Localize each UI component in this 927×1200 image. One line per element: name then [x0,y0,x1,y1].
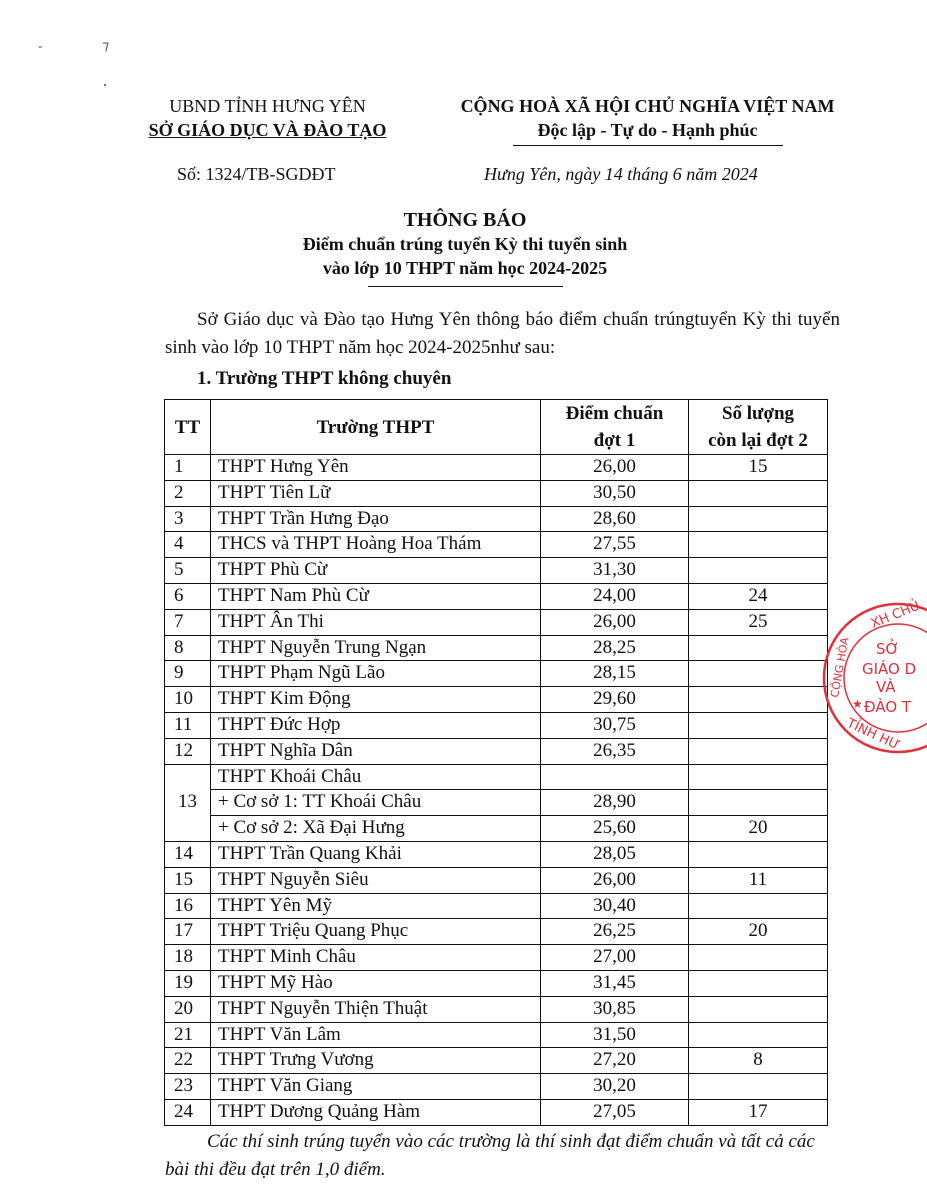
school-cell: THPT Triệu Quang Phục [211,919,541,945]
remaining-cell: 24 [689,583,828,609]
remaining-cell [689,712,828,738]
admission-scores-table [164,399,828,1126]
remaining-cell [689,893,828,919]
school-cell: + Cơ sở 2: Xã Đại Hưng [211,816,541,842]
school-cell: THPT Tiên Lữ [211,480,541,506]
tt-cell: 19 [165,970,211,996]
remaining-cell: 20 [689,816,828,842]
score-cell: 28,60 [541,506,689,532]
score-cell: 28,25 [541,635,689,661]
score-cell: 27,00 [541,945,689,971]
tt-cell: 8 [165,635,211,661]
tt-cell: 16 [165,893,211,919]
intro-paragraph: Sở Giáo dục và Đào tạo Hưng Yên thông báo điểm chuẩn trúngtuyển Kỳ thi tuyển sinh vào lớp 10 THPT năm học 2024-2025như sau: [165,309,840,358]
table-row [165,841,828,867]
official-seal [818,598,927,758]
section-title: 1. Trường THPT không chuyên [197,368,452,389]
tt-cell: 14 [165,841,211,867]
school-cell: THPT Dương Quảng Hàm [211,1099,541,1125]
tt-cell: 7 [165,609,211,635]
remaining-cell [689,687,828,713]
tt-cell: 2 [165,480,211,506]
school-cell: THPT Phạm Ngũ Lão [211,661,541,687]
school-cell: THPT Yên Mỹ [211,893,541,919]
remaining-cell [689,738,828,764]
table-row [165,558,828,584]
title-line-3: vào lớp 10 THPT năm học 2024-2025 [322,258,608,278]
tt-cell: 10 [165,687,211,713]
tt-cell: 5 [165,558,211,584]
tt-cell: 11 [165,712,211,738]
table-row [165,506,828,532]
document-title [250,208,680,287]
table-row [165,1022,828,1048]
remaining-cell [689,996,828,1022]
remaining-cell [689,945,828,971]
score-cell: 26,00 [541,609,689,635]
table-row [165,1048,828,1074]
remaining-cell [689,1022,828,1048]
header-remaining-line1: Số lượng [721,403,795,424]
remaining-cell [689,480,828,506]
seal-ring-left: CỘNG HÒA [828,636,852,699]
table-row [165,738,828,764]
school-cell: + Cơ sở 1: TT Khoái Châu [211,790,541,816]
score-cell: 29,60 [541,687,689,713]
table-row [165,919,828,945]
seal-ring-top: XH CHỦ [868,598,922,632]
score-cell: 31,50 [541,1022,689,1048]
tt-cell: 20 [165,996,211,1022]
remaining-cell [689,970,828,996]
tt-cell: 15 [165,867,211,893]
title-underline [368,286,563,287]
score-cell [541,764,689,790]
tt-cell: 4 [165,532,211,558]
table-row [165,455,828,481]
scan-dot [104,84,106,86]
remaining-cell [689,532,828,558]
score-cell: 26,35 [541,738,689,764]
score-cell: 30,75 [541,712,689,738]
school-cell: THPT Văn Giang [211,1074,541,1100]
remaining-cell [689,661,828,687]
table-row [165,816,828,842]
score-cell: 26,25 [541,919,689,945]
school-cell: THPT Trần Quang Khải [211,841,541,867]
table-row [165,867,828,893]
school-cell: THPT Ân Thi [211,609,541,635]
tt-cell: 24 [165,1099,211,1125]
footnote: Các thí sinh trúng tuyển vào các trường là thí sinh đạt điểm chuẩn và tất cả các bài thi đều đạt trên 1,0 điểm. [165,1131,815,1180]
table-row [165,893,828,919]
header-tt: TT [165,400,211,455]
header-left [140,94,395,142]
school-cell: THPT Đức Hợp [211,712,541,738]
department-name: SỞ GIÁO DỤC VÀ ĐÀO TẠO [148,120,387,140]
table-row [165,583,828,609]
score-cell: 25,60 [541,816,689,842]
score-cell: 28,90 [541,790,689,816]
score-cell: 26,00 [541,867,689,893]
school-cell: THPT Kim Động [211,687,541,713]
header-score-line2: đợt 1 [593,430,636,451]
seal-center-2: GIÁO D [862,660,917,678]
table-header-row [165,400,828,455]
header-remaining-line2: còn lại đợt 2 [708,430,808,451]
school-cell: THPT Trần Hưng Đạo [211,506,541,532]
score-cell: 28,05 [541,841,689,867]
remaining-cell [689,558,828,584]
agency-name: UBND TỈNH HƯNG YÊN [169,96,366,116]
school-cell: THPT Khoái Châu [211,764,541,790]
seal-ring-bottom: TỈNH HƯ [844,716,902,754]
place-date: Hưng Yên, ngày 14 tháng 6 năm 2024 [484,164,758,184]
score-cell: 27,05 [541,1099,689,1125]
motto-underline [513,145,783,146]
school-cell: THPT Phù Cừ [211,558,541,584]
school-cell: THCS và THPT Hoàng Hoa Thám [211,532,541,558]
school-cell: THPT Minh Châu [211,945,541,971]
header-remaining [689,400,828,455]
score-cell: 30,85 [541,996,689,1022]
remaining-cell: 11 [689,867,828,893]
tt-cell: 12 [165,738,211,764]
tt-cell: 3 [165,506,211,532]
school-cell: THPT Nguyễn Thiện Thuật [211,996,541,1022]
title-line-1: THÔNG BÁO [403,209,527,231]
score-cell: 31,30 [541,558,689,584]
table-row [165,970,828,996]
tt-cell: 6 [165,583,211,609]
tt-cell: 18 [165,945,211,971]
table-row [165,635,828,661]
table-row [165,480,828,506]
remaining-cell [689,506,828,532]
score-cell: 31,45 [541,970,689,996]
tt-cell: 23 [165,1074,211,1100]
table-row [165,532,828,558]
seal-center-1: SỞ [876,640,900,658]
document-number: Số: 1324/TB-SGDĐT [177,164,336,184]
school-cell: THPT Trưng Vương [211,1048,541,1074]
header-score-line1: Điểm chuẩn [565,403,664,424]
school-cell: THPT Nam Phù Cừ [211,583,541,609]
table-row [165,1074,828,1100]
seal-star-icon: ★ [852,697,863,711]
score-cell: 27,55 [541,532,689,558]
score-cell: 24,00 [541,583,689,609]
tt-cell: 22 [165,1048,211,1074]
table-row [165,712,828,738]
tt-cell: 17 [165,919,211,945]
table-row [165,1099,828,1125]
seal-center-3: VÀ [876,678,896,696]
score-cell: 30,50 [541,480,689,506]
score-cell: 27,20 [541,1048,689,1074]
title-line-2: Điểm chuẩn trúng tuyển Kỳ thi tuyển sinh [302,234,628,254]
table-row [165,945,828,971]
scan-marks: - ⁊ [38,39,138,54]
score-cell: 30,20 [541,1074,689,1100]
remaining-cell [689,790,828,816]
remaining-cell: 15 [689,455,828,481]
remaining-cell [689,764,828,790]
school-cell: THPT Nghĩa Dân [211,738,541,764]
school-cell: THPT Nguyễn Trung Ngạn [211,635,541,661]
table-row [165,996,828,1022]
tt-cell: 1 [165,455,211,481]
score-cell: 26,00 [541,455,689,481]
remaining-cell [689,635,828,661]
remaining-cell: 25 [689,609,828,635]
remaining-cell: 17 [689,1099,828,1125]
score-cell: 30,40 [541,893,689,919]
table-row [165,661,828,687]
remaining-cell: 8 [689,1048,828,1074]
table-row [165,790,828,816]
score-cell: 28,15 [541,661,689,687]
table-row [165,687,828,713]
country-name: CỘNG HOÀ XÃ HỘI CHỦ NGHĨA VIỆT NAM [460,96,835,116]
remaining-cell: 20 [689,919,828,945]
school-cell: THPT Nguyễn Siêu [211,867,541,893]
motto: Độc lập - Tự do - Hạnh phúc [537,120,758,140]
tt-cell: 13 [165,764,211,841]
remaining-cell [689,1074,828,1100]
header-right [420,94,875,146]
header-school: Trường THPT [211,400,541,455]
tt-cell: 21 [165,1022,211,1048]
header-score [541,400,689,455]
remaining-cell [689,841,828,867]
tt-cell: 9 [165,661,211,687]
seal-center-4: ĐÀO T [864,698,912,716]
table-row [165,609,828,635]
school-cell: THPT Mỹ Hào [211,970,541,996]
table-row [165,764,828,790]
school-cell: THPT Văn Lâm [211,1022,541,1048]
school-cell: THPT Hưng Yên [211,455,541,481]
